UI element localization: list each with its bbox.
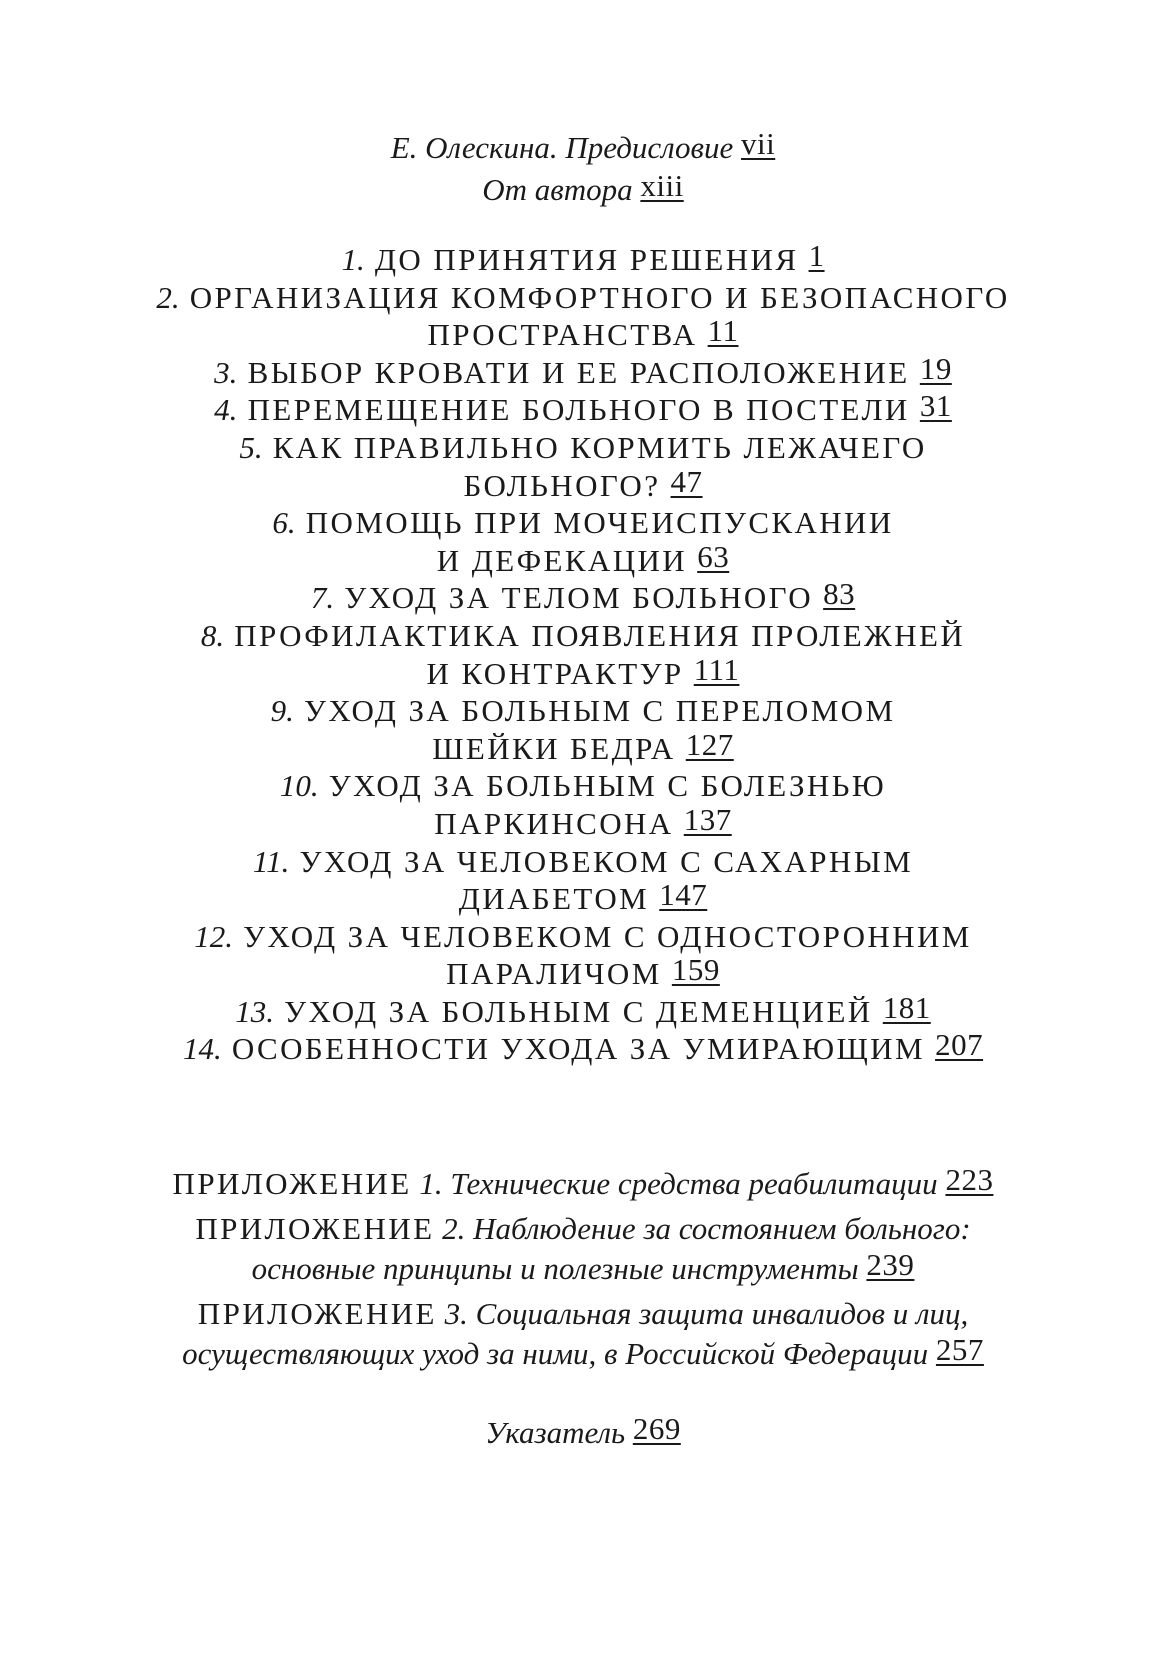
page-number-link[interactable]: 223 [945,1162,994,1197]
appendix-title: Социальная защита инвалидов и лиц, [475,1295,969,1331]
page-number-link[interactable]: 11 [707,313,739,349]
chapter-title: ПРОФИЛАКТИКА ПОЯВЛЕНИЯ ПРОЛЕЖНЕЙ [234,617,966,653]
page-number-link[interactable]: 137 [683,801,732,837]
page-number-link[interactable]: 269 [632,1411,681,1446]
toc-entry-chapter-9[interactable] [0,692,1166,730]
chapter-number: 1. [341,242,365,277]
chapter-title: КАК ПРАВИЛЬНО КОРМИТЬ ЛЕЖАЧЕГО [272,429,927,465]
toc-entry-chapter-10[interactable] [0,767,1166,805]
chapter-title: ПАРКИНСОНА [434,805,674,841]
toc-entry-chapter-11[interactable] [0,877,1166,918]
appendix-title: основные принципы и полезные инструменты [251,1251,859,1286]
appendix-list [0,1164,1166,1375]
toc-entry-chapter-9[interactable] [0,726,1166,768]
chapter-title: ДИАБЕТОМ [458,881,650,917]
chapter-number: 8. [200,617,225,653]
chapter-title: ПАРАЛИЧОМ [446,956,662,992]
page-number-link[interactable]: 47 [670,463,703,499]
toc-entry-chapter-10[interactable] [0,801,1166,843]
toc-entry-chapter-3[interactable] [0,350,1166,392]
toc-entry-chapter-12[interactable] [0,918,1166,956]
page-number-link[interactable]: 159 [671,952,720,988]
toc-entry-chapter-5[interactable] [0,463,1166,505]
page-number-link[interactable]: 63 [697,538,730,574]
toc-entry-chapter-8[interactable] [0,651,1166,693]
chapter-number: 6. [272,505,296,541]
chapter-number: 3. [214,354,238,390]
chapter-title: ВЫБОР КРОВАТИ И ЕЕ РАСПОЛОЖЕНИЕ [247,354,910,390]
chapter-number: 7. [310,580,335,616]
chapter-title: УХОД ЗА ЧЕЛОВЕКОМ С САХАРНЫМ [299,843,914,879]
toc-entry-appendix-1[interactable] [0,1164,1166,1205]
chapter-number: 10. [279,768,319,804]
chapter-title: ПРОСТРАНСТВА [427,317,698,353]
page-number-link[interactable]: 147 [659,877,708,913]
toc-entry-chapter-5[interactable] [0,429,1166,467]
front-matter [0,127,1166,211]
page-number-link[interactable]: 127 [685,726,734,762]
toc-entry-chapter-8[interactable] [0,617,1166,655]
toc-entry-chapter-2[interactable] [0,313,1166,354]
chapter-title: УХОД ЗА БОЛЬНЫМ С БОЛЕЗНЬЮ [328,768,887,804]
chapter-title: УХОД ЗА БОЛЬНЫМ С ПЕРЕЛОМОМ [304,693,896,729]
chapter-title: ПОМОЩЬ ПРИ МОЧЕИСПУСКАНИИ [305,505,894,541]
appendix-number: 1. [419,1166,443,1201]
toc-entry-chapter-11[interactable] [0,843,1166,881]
chapter-title: УХОД ЗА ЧЕЛОВЕКОМ С ОДНОСТОРОННИМ [243,918,972,954]
chapter-title: УХОД ЗА БОЛЬНЫМ С ДЕМЕНЦИЕЙ [284,993,873,1029]
chapter-list [0,238,1166,1068]
toc-entry-chapter-6[interactable] [0,504,1166,542]
page-number-link[interactable]: 181 [882,989,931,1025]
entry-title: От автора [482,172,633,207]
toc-entry-chapter-13[interactable] [0,989,1166,1031]
chapter-title: УХОД ЗА ТЕЛОМ БОЛЬНОГО [344,580,813,616]
toc-entry-appendix-3[interactable] [0,1294,1166,1335]
page-number-link[interactable]: 111 [693,651,740,687]
appendix-label: ПРИЛОЖЕНИЕ [197,1295,437,1331]
entry-title: Указатель [485,1415,626,1450]
chapter-number: 14. [182,1031,222,1067]
chapter-number: 12. [194,918,233,954]
chapter-title: ДО ПРИНЯТИЯ РЕШЕНИЯ [374,242,799,277]
appendix-label: ПРИЛОЖЕНИЕ [195,1210,435,1246]
toc-entry-chapter-12[interactable] [0,952,1166,993]
toc-entry-front[interactable] [0,169,1166,211]
page-number-link[interactable]: 19 [919,350,952,386]
chapter-number: 4. [214,392,238,428]
chapter-number: 2. [156,279,180,315]
toc-entry-chapter-6[interactable] [0,538,1166,580]
toc-entry-appendix-3[interactable] [0,1334,1166,1375]
chapter-title: ОСОБЕННОСТИ УХОДА ЗА УМИРАЮЩИМ [231,1031,925,1067]
page-number-link[interactable]: 1 [808,238,825,273]
toc-entry-chapter-2[interactable] [0,279,1166,317]
page-number-link[interactable]: 207 [935,1027,984,1063]
page-number-link[interactable]: 83 [823,576,856,612]
chapter-title: ОРГАНИЗАЦИЯ КОМФОРТНОГО И БЕЗОПАСНОГО [189,279,1010,315]
toc-entry-appendix-2[interactable] [0,1249,1166,1290]
toc-entry-front[interactable] [0,127,1166,169]
chapter-number: 13. [235,993,274,1029]
page-number-link[interactable]: 239 [866,1247,915,1282]
index-entry [0,1412,1166,1454]
appendix-number: 2. [442,1210,466,1246]
chapter-number: 9. [270,693,294,729]
entry-title: Е. Олескина. Предисловие [390,130,734,165]
page-number-link[interactable]: xiii [640,168,684,203]
chapter-number: 5. [239,429,263,465]
chapter-title: БОЛЬНОГО? [463,467,661,503]
toc-entry-appendix-2[interactable] [0,1209,1166,1250]
toc-entry-chapter-4[interactable] [0,388,1166,429]
toc-entry-chapter-1[interactable] [0,238,1166,279]
chapter-title: И ДЕФЕКАЦИИ [436,542,688,578]
toc-entry-index[interactable] [0,1412,1166,1454]
chapter-title: И КОНТРАКТУР [426,655,684,691]
toc-entry-chapter-7[interactable] [0,576,1166,617]
chapter-number: 11. [252,843,290,879]
toc-entry-chapter-14[interactable] [0,1027,1166,1068]
page-number-link[interactable]: 31 [919,388,952,424]
appendix-number: 3. [444,1295,468,1331]
appendix-label: ПРИЛОЖЕНИЕ [172,1166,412,1201]
page-number-link[interactable]: 257 [935,1332,984,1367]
appendix-title: Наблюдение за состоянием больного: [473,1210,971,1246]
chapter-title: ПЕРЕМЕЩЕНИЕ БОЛЬНОГО В ПОСТЕЛИ [247,392,910,428]
page-number-link[interactable]: vii [741,126,776,161]
appendix-title: Технические средства реабилитации [450,1166,938,1201]
appendix-title: осуществляющих уход за ними, в Российской Федерации [182,1336,929,1371]
chapter-title: ШЕЙКИ БЕДРА [432,730,676,766]
